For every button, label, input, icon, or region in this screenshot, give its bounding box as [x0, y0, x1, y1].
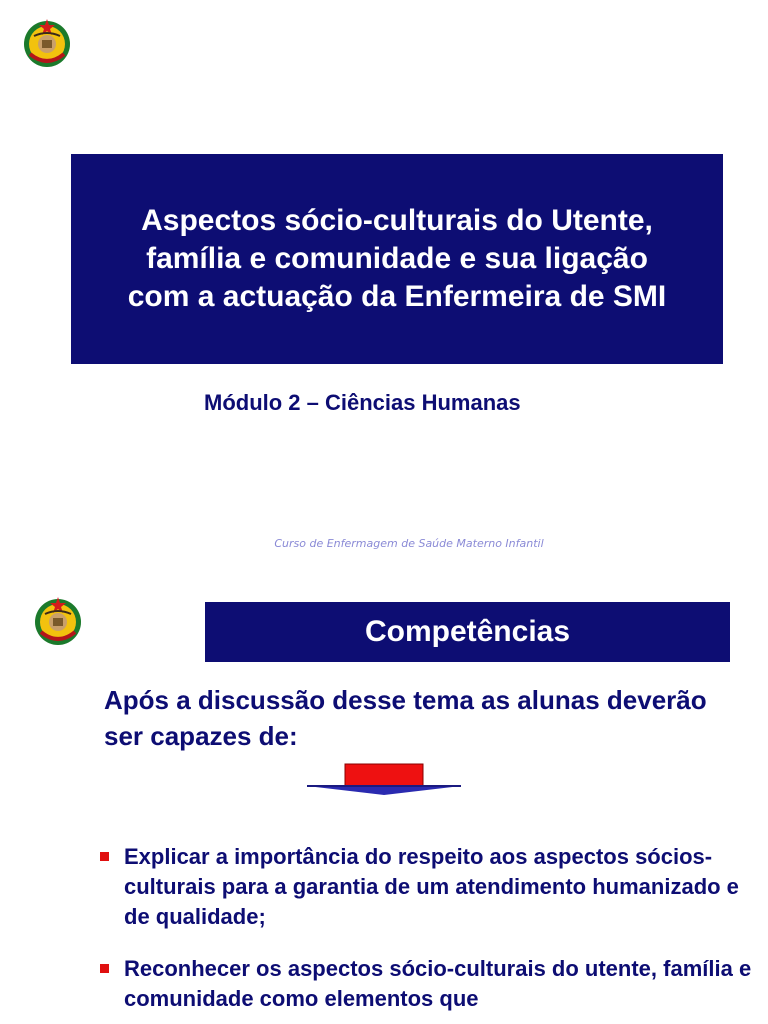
intro-text: Após a discussão desse tema as alunas deverão ser capazes de: — [104, 685, 707, 751]
slide-2 — [0, 576, 768, 1024]
title-box — [71, 154, 723, 364]
course-footer: Curso de Enfermagem de Saúde Materno Infantil — [274, 537, 544, 550]
list-item-text: Reconhecer os aspectos sócio-culturais do utente, família e comunidade como elementos que — [124, 956, 752, 1011]
competency-list — [100, 842, 760, 1024]
square-bullet-icon — [100, 852, 109, 861]
mozambique-emblem-icon — [20, 16, 74, 70]
module-subtitle: Módulo 2 – Ciências Humanas — [204, 390, 521, 415]
down-arrow-icon — [305, 762, 463, 796]
square-bullet-icon — [100, 964, 109, 973]
list-item — [100, 842, 760, 932]
section-title: Competências — [364, 615, 571, 648]
section-header — [205, 602, 730, 662]
slide-title: Aspectos sócio-culturais do Utente, família e comunidade e sua ligação com a actuação da Enfermeira de SMI — [127, 204, 667, 313]
mozambique-emblem-icon — [31, 594, 85, 648]
list-item-text: Explicar a importância do respeito aos aspectos sócios-culturais para a garantia de um atendimento humanizado e de qualidade; — [124, 844, 739, 929]
list-item — [100, 954, 760, 1014]
